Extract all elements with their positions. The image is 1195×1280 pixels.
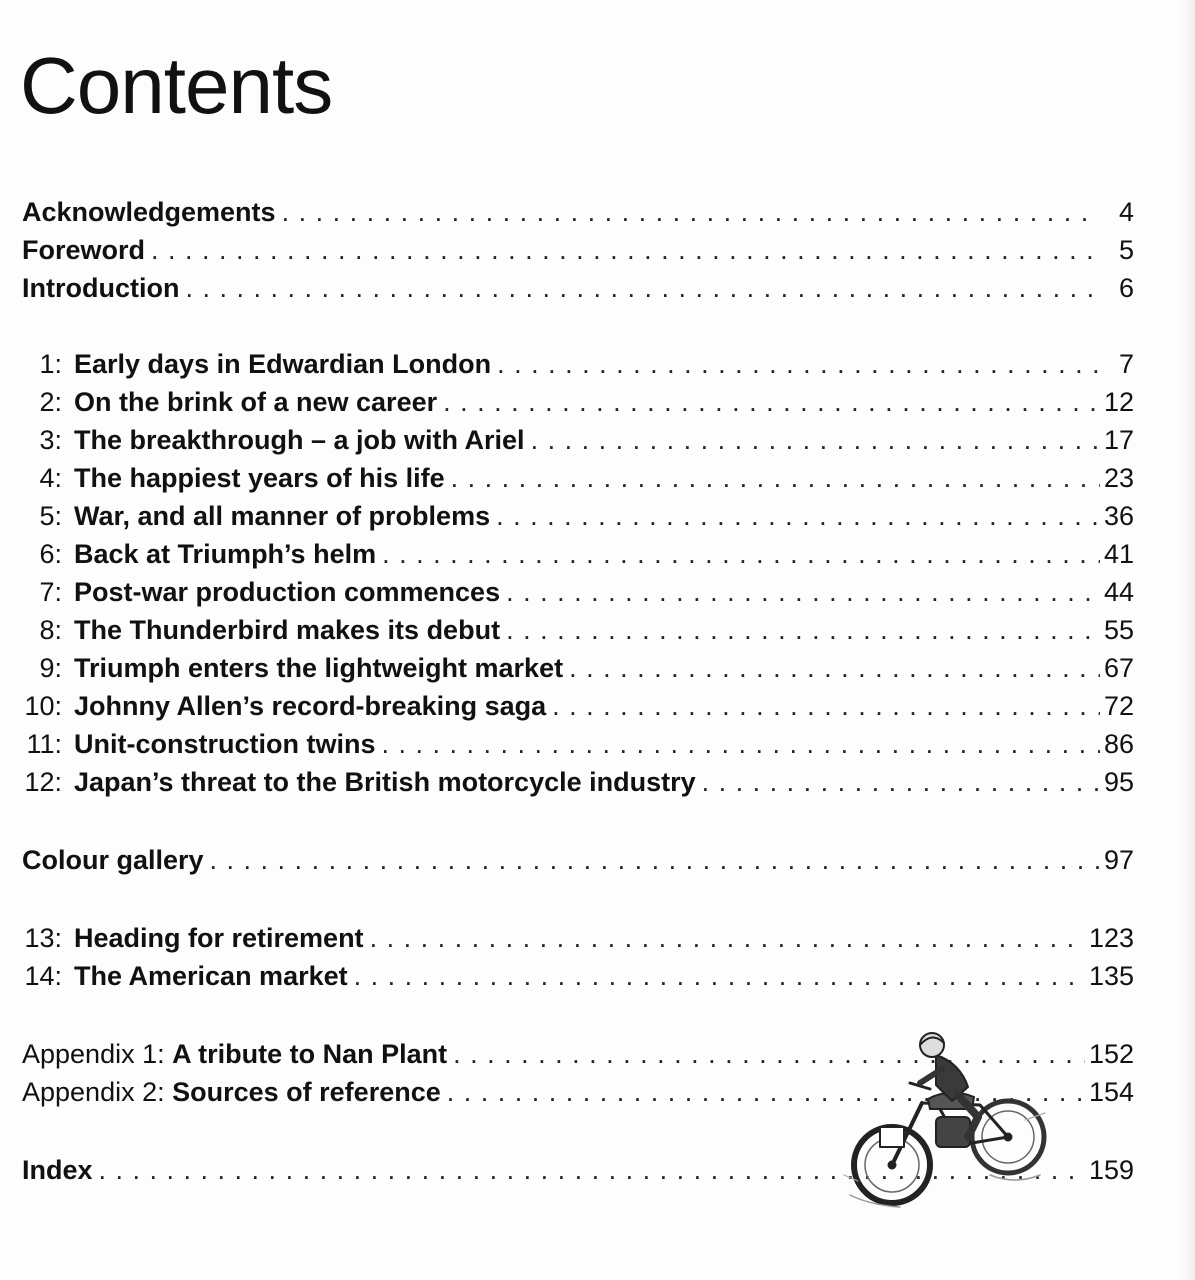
toc-entry-foreword[interactable] (22, 232, 1134, 268)
toc-entry-chapter-12[interactable] (22, 764, 1134, 800)
toc-entry-label: Back at Triumph’s helm (74, 539, 377, 569)
toc-entry-label: Index (22, 1155, 93, 1185)
toc-entry-label: The happiest years of his life (74, 463, 445, 493)
toc-entry-chapter-6[interactable] (22, 536, 1134, 572)
dot-leader (569, 650, 1100, 686)
toc-page-number: 44 (1103, 577, 1134, 607)
toc-page-number: 55 (1103, 615, 1134, 645)
chapter-number: 1: (39, 349, 62, 379)
toc-entry-chapter-1[interactable] (22, 346, 1134, 382)
chapter-number: 11: (26, 729, 62, 759)
chapter-number: 13: (24, 923, 62, 953)
chapter-number: 6: (39, 539, 62, 569)
toc-entry-chapter-9[interactable] (22, 650, 1134, 686)
toc-entry-chapter-3[interactable] (22, 422, 1134, 458)
toc-entry-chapter-5[interactable] (22, 498, 1134, 534)
toc-entry-label: Early days in Edwardian London (74, 349, 492, 379)
toc-entry-chapter-7[interactable] (22, 574, 1134, 610)
toc-page-number: 4 (1118, 197, 1134, 227)
toc-entry-label: Post-war production commences (74, 577, 501, 607)
toc-page-number: 154 (1088, 1077, 1134, 1107)
toc-entry-colour-gallery[interactable] (22, 842, 1134, 878)
toc-page-number: 152 (1088, 1039, 1134, 1069)
toc-entry-acknowledgements[interactable] (22, 194, 1134, 230)
toc-entry-chapter-11[interactable] (22, 726, 1134, 762)
dot-leader (354, 958, 1085, 994)
chapter-number: 2: (39, 387, 62, 417)
toc-entry-label: The Thunderbird makes its debut (74, 615, 501, 645)
dot-leader (497, 346, 1100, 382)
dot-leader (282, 194, 1100, 230)
dot-leader (210, 842, 1100, 878)
chapter-number: 4: (39, 463, 62, 493)
toc-page-number: 95 (1103, 767, 1134, 797)
toc-entry-label: Colour gallery (22, 845, 204, 875)
toc-page-number: 36 (1103, 501, 1134, 531)
toc-entry-chapter-2[interactable] (22, 384, 1134, 420)
toc-page-number: 6 (1118, 273, 1134, 303)
dot-leader (496, 498, 1100, 534)
toc-entry-label: Heading for retirement (74, 923, 364, 953)
toc-entry-label: On the brink of a new career (74, 387, 438, 417)
chapter-number: 3: (39, 425, 62, 455)
toc-page-number: 41 (1103, 539, 1134, 569)
chapter-number: 9: (39, 653, 62, 683)
toc-page-number: 135 (1088, 961, 1134, 991)
toc-entry-label: Johnny Allen’s record-breaking saga (74, 691, 547, 721)
toc-entry-label: The American market (74, 961, 348, 991)
dot-leader (451, 460, 1100, 496)
toc-entry-introduction[interactable] (22, 270, 1134, 306)
dot-leader (531, 422, 1100, 458)
toc-entry-label: Sources of reference (172, 1077, 441, 1107)
dot-leader (506, 612, 1100, 648)
dot-leader (151, 232, 1100, 268)
toc-entry-label: Japan’s threat to the British motorcycle industry (74, 767, 696, 797)
appendix-prefix: Appendix 2: (22, 1077, 165, 1107)
chapter-number: 8: (39, 615, 62, 645)
motorcycle-rider-illustration (840, 1025, 1055, 1230)
toc-entry-label: The breakthrough – a job with Ariel (74, 425, 525, 455)
toc-entry-label: Introduction (22, 273, 180, 303)
dot-leader (552, 688, 1100, 724)
toc-page-number: 17 (1103, 425, 1134, 455)
dot-leader (185, 270, 1100, 306)
toc-page-number: 5 (1118, 235, 1134, 265)
chapter-number: 14: (24, 961, 62, 991)
toc-page-number: 72 (1103, 691, 1134, 721)
chapter-number: 10: (24, 691, 62, 721)
toc-page-number: 23 (1103, 463, 1134, 493)
appendix-prefix: Appendix 1: (22, 1039, 165, 1069)
toc-page-number: 67 (1103, 653, 1134, 683)
toc-entry-chapter-13[interactable] (22, 920, 1134, 956)
toc-page-number: 123 (1088, 923, 1134, 953)
toc-entry-label: Triumph enters the lightweight market (74, 653, 564, 683)
dot-leader (370, 920, 1085, 956)
chapter-number: 12: (24, 767, 62, 797)
dot-leader (381, 726, 1099, 762)
toc-entry-chapter-8[interactable] (22, 612, 1134, 648)
dot-leader (382, 536, 1100, 572)
dot-leader (702, 764, 1100, 800)
toc-page-number: 86 (1103, 729, 1134, 759)
toc-page-number: 97 (1103, 845, 1134, 875)
dot-leader (506, 574, 1100, 610)
toc-entry-label: War, and all manner of problems (74, 501, 491, 531)
toc-page-number: 7 (1118, 349, 1134, 379)
toc-entry-chapter-10[interactable] (22, 688, 1134, 724)
toc-entry-label: Foreword (22, 235, 146, 265)
toc-entry-chapter-14[interactable] (22, 958, 1134, 994)
toc-entry-label: A tribute to Nan Plant (172, 1039, 448, 1069)
chapter-number: 7: (39, 577, 62, 607)
chapter-number: 5: (39, 501, 62, 531)
page-title: Contents (20, 41, 333, 130)
dot-leader (443, 384, 1100, 420)
toc-entry-chapter-4[interactable] (22, 460, 1134, 496)
toc-page-number: 159 (1088, 1155, 1134, 1185)
toc-entry-label: Unit-construction twins (74, 729, 376, 759)
toc-page-number: 12 (1103, 387, 1134, 417)
toc-entry-label: Acknowledgements (22, 197, 276, 227)
